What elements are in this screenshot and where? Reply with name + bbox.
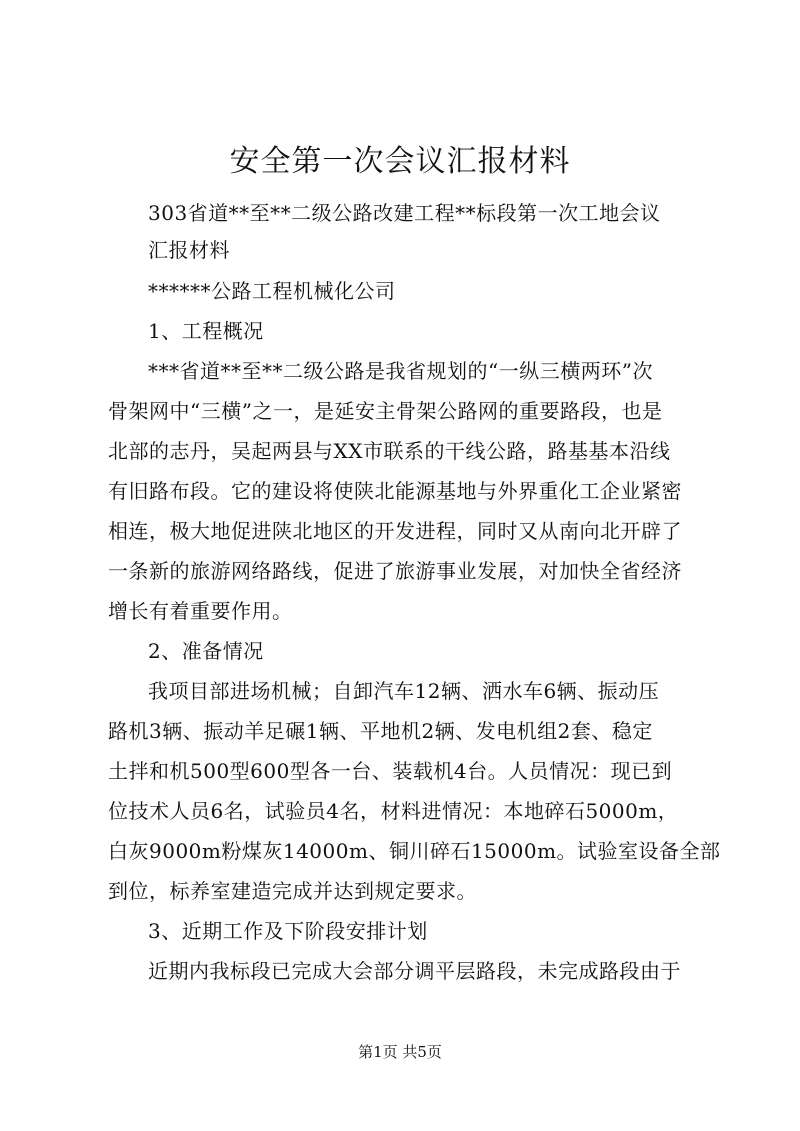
section-1-paragraph-line: 骨架网中“三横”之一，是延安主骨架公路网的重要路段，也是 <box>108 399 663 423</box>
section-2-heading: 2、准备情况 <box>148 639 264 663</box>
section-1-paragraph-line: 北部的志丹，吴起两县与XX市联系的干线公路，路基基本沿线 <box>108 439 671 463</box>
subtitle-line-1: 303省道**至**二级公路改建工程**标段第一次工地会议 <box>148 201 661 225</box>
section-2-paragraph-line: 土拌和机500型600型各一台、装载机4台。人员情况：现已到 <box>108 759 673 783</box>
section-3-heading: 3、近期工作及下阶段安排计划 <box>148 919 428 943</box>
company-name: ******公路工程机械化公司 <box>148 279 396 303</box>
section-3-paragraph-line: 近期内我标段已完成大会部分调平层路段，未完成路段由于 <box>148 959 681 983</box>
section-2-paragraph-line: 到位，标养室建造完成并达到规定要求。 <box>108 879 477 903</box>
page-number-footer: 第1页 共5页 <box>358 1043 442 1061</box>
section-2-paragraph-line: 路机3辆、振动羊足碾1辆、平地机2辆、发电机组2套、稳定 <box>108 719 653 743</box>
section-1-heading: 1、工程概况 <box>148 319 264 343</box>
section-1-paragraph-line: ***省道**至**二级公路是我省规划的“一纵三横两环”次 <box>148 359 653 383</box>
section-2-paragraph-line: 我项目部进场机械；自卸汽车12辆、洒水车6辆、振动压 <box>148 679 660 703</box>
document-title: 安全第一次会议汇报材料 <box>229 144 571 179</box>
section-2-paragraph-line: 白灰9000m粉煤灰14000m、铜川碎石15000m。试验室设备全部 <box>108 839 721 863</box>
section-1-paragraph-line: 增长有着重要作用。 <box>108 599 293 623</box>
section-1-paragraph-line: 一条新的旅游网络路线，促进了旅游事业发展，对加快全省经济 <box>108 559 682 583</box>
section-1-paragraph-line: 有旧路布段。它的建设将使陕北能源基地与外界重化工企业紧密 <box>108 479 682 503</box>
section-1-paragraph-line: 相连，极大地促进陕北地区的开发进程，同时又从南向北开辟了 <box>108 519 682 543</box>
subtitle-line-2: 汇报材料 <box>148 238 230 262</box>
section-2-paragraph-line: 位技术人员6名，试验员4名，材料进情况：本地碎石5000m， <box>108 799 679 823</box>
